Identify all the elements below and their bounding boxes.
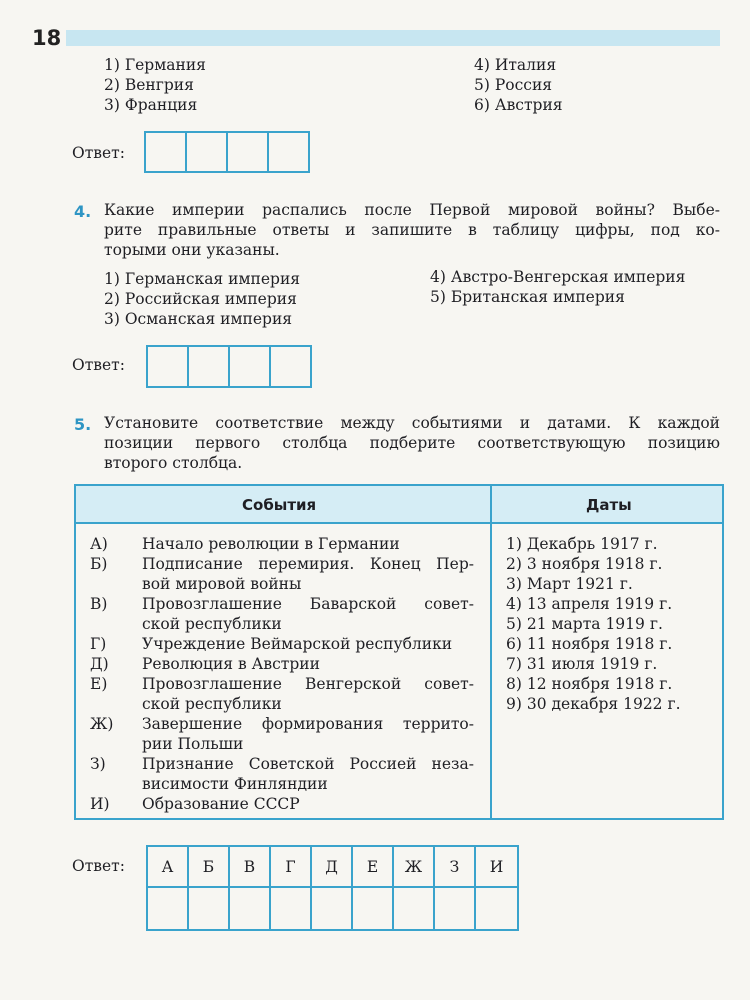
answer-letter-cell: А	[148, 847, 189, 888]
q4-option: 2) Российская империя	[104, 290, 297, 308]
event-letter: А)	[90, 535, 108, 553]
answer-letter-cell: Ж	[394, 847, 435, 888]
date-item: 5) 21 марта 1919 г.	[506, 615, 663, 633]
q4-text	[104, 200, 720, 260]
q5-text-line: Установите соответствие между событиями и датами. К каждой	[104, 414, 720, 432]
event-text: ской республики	[142, 615, 282, 633]
q3-option: 2) Венгрия	[104, 76, 194, 94]
answer-input-cell[interactable]	[230, 888, 271, 929]
q3-option: 1) Германия	[104, 56, 206, 74]
q3-option: 4) Италия	[474, 56, 557, 74]
answer-cell[interactable]	[271, 347, 310, 386]
event-letter: И)	[90, 795, 110, 813]
event-row	[90, 754, 474, 794]
answer-input-cell[interactable]	[394, 888, 435, 929]
date-item: 7) 31 июля 1919 г.	[506, 655, 658, 673]
answer-input-cell[interactable]	[312, 888, 353, 929]
event-text: висимости Финляндии	[142, 775, 328, 793]
q5-answer-grid	[146, 845, 519, 931]
q5-text	[104, 413, 720, 473]
date-item: 2) 3 ноября 1918 г.	[506, 555, 663, 573]
date-item: 9) 30 декабря 1922 г.	[506, 695, 681, 713]
q4-text-line: рите правильные ответы и запишите в таблицу цифры, под ко-	[104, 221, 720, 239]
answer-cell[interactable]	[146, 133, 187, 171]
page-number: 18	[32, 26, 62, 50]
q5-number: 5.	[74, 415, 92, 434]
q4-number: 4.	[74, 202, 92, 221]
answer-letter-cell: В	[230, 847, 271, 888]
event-letter: Б)	[90, 555, 108, 573]
event-text: Учреждение Веймарской республики	[142, 635, 453, 653]
answer-input-cell[interactable]	[476, 888, 517, 929]
q4-text-line: Какие империи распались после Первой мировой войны? Выбе-	[104, 201, 720, 219]
event-text: ской республики	[142, 695, 282, 713]
answer-letter-cell: Д	[312, 847, 353, 888]
event-text: Признание Советской Россией неза-	[142, 755, 474, 773]
event-letter: В)	[90, 595, 108, 613]
date-item: 1) Декабрь 1917 г.	[506, 535, 658, 553]
q3-option: 6) Австрия	[474, 96, 563, 114]
answer-cell[interactable]	[148, 347, 189, 386]
answer-input-cell[interactable]	[353, 888, 394, 929]
answer-input-cell[interactable]	[148, 888, 189, 929]
event-letter: Г)	[90, 635, 107, 653]
event-letter: Е)	[90, 675, 108, 693]
header-dates: Даты	[586, 496, 632, 514]
answer-letter-cell: Е	[353, 847, 394, 888]
matching-table	[74, 484, 724, 820]
q4-option: 1) Германская империя	[104, 270, 301, 288]
answer-letter-cell: И	[476, 847, 517, 888]
date-item: 3) Март 1921 г.	[506, 575, 633, 593]
answer-cell[interactable]	[228, 133, 269, 171]
answer-cell[interactable]	[269, 133, 308, 171]
answer-input-cell[interactable]	[271, 888, 312, 929]
q4-answer-cells[interactable]	[146, 345, 312, 388]
q4-option: 5) Британская империя	[430, 288, 625, 306]
event-text: Образование СССР	[142, 795, 300, 813]
header-events: События	[242, 496, 317, 514]
q5-answer-label: Ответ:	[72, 857, 125, 875]
event-text: Завершение формирования террито-	[142, 715, 474, 733]
answer-input-cell[interactable]	[189, 888, 230, 929]
date-item: 6) 11 ноября 1918 г.	[506, 635, 673, 653]
event-row	[90, 534, 474, 554]
answer-cell[interactable]	[189, 347, 230, 386]
date-item: 4) 13 апреля 1919 г.	[506, 595, 673, 613]
event-text: Начало революции в Германии	[142, 535, 400, 553]
answer-input-cell[interactable]	[435, 888, 476, 929]
event-row	[90, 794, 474, 814]
q5-text-line: второго столбца.	[104, 454, 243, 472]
event-text: Подписание перемирия. Конец Пер-	[142, 555, 474, 573]
event-text: Революция в Австрии	[142, 655, 320, 673]
event-text: Провозглашение Баварской совет-	[142, 595, 474, 613]
answer-cell[interactable]	[187, 133, 228, 171]
answer-letter-cell: Г	[271, 847, 312, 888]
event-row	[90, 654, 474, 674]
event-letter: Д)	[90, 655, 109, 673]
event-letter: З)	[90, 755, 106, 773]
q4-text-line: торыми они указаны.	[104, 241, 280, 259]
event-text: Провозглашение Венгерской совет-	[142, 675, 474, 693]
q3-answer-label: Ответ:	[72, 144, 125, 162]
event-text: вой мировой войны	[142, 575, 302, 593]
q4-option: 3) Османская империя	[104, 310, 293, 328]
q3-answer-cells[interactable]	[144, 131, 310, 173]
event-text: рии Польши	[142, 735, 244, 753]
event-row	[90, 554, 474, 594]
q4-answer-label: Ответ:	[72, 356, 125, 374]
answer-letter-cell: З	[435, 847, 476, 888]
event-row	[90, 674, 474, 714]
page-header-band	[58, 30, 720, 46]
event-row	[90, 634, 474, 654]
answer-letter-cell: Б	[189, 847, 230, 888]
table-column-divider	[490, 486, 492, 818]
date-item: 8) 12 ноября 1918 г.	[506, 675, 673, 693]
q3-option: 5) Россия	[474, 76, 553, 94]
event-row	[90, 594, 474, 634]
event-letter: Ж)	[90, 715, 114, 733]
q3-option: 3) Франция	[104, 96, 198, 114]
answer-cell[interactable]	[230, 347, 271, 386]
q4-option: 4) Австро-Венгерская империя	[430, 268, 686, 286]
event-row	[90, 714, 474, 754]
q5-text-line: позиции первого столбца подберите соответствующую позицию	[104, 434, 720, 452]
